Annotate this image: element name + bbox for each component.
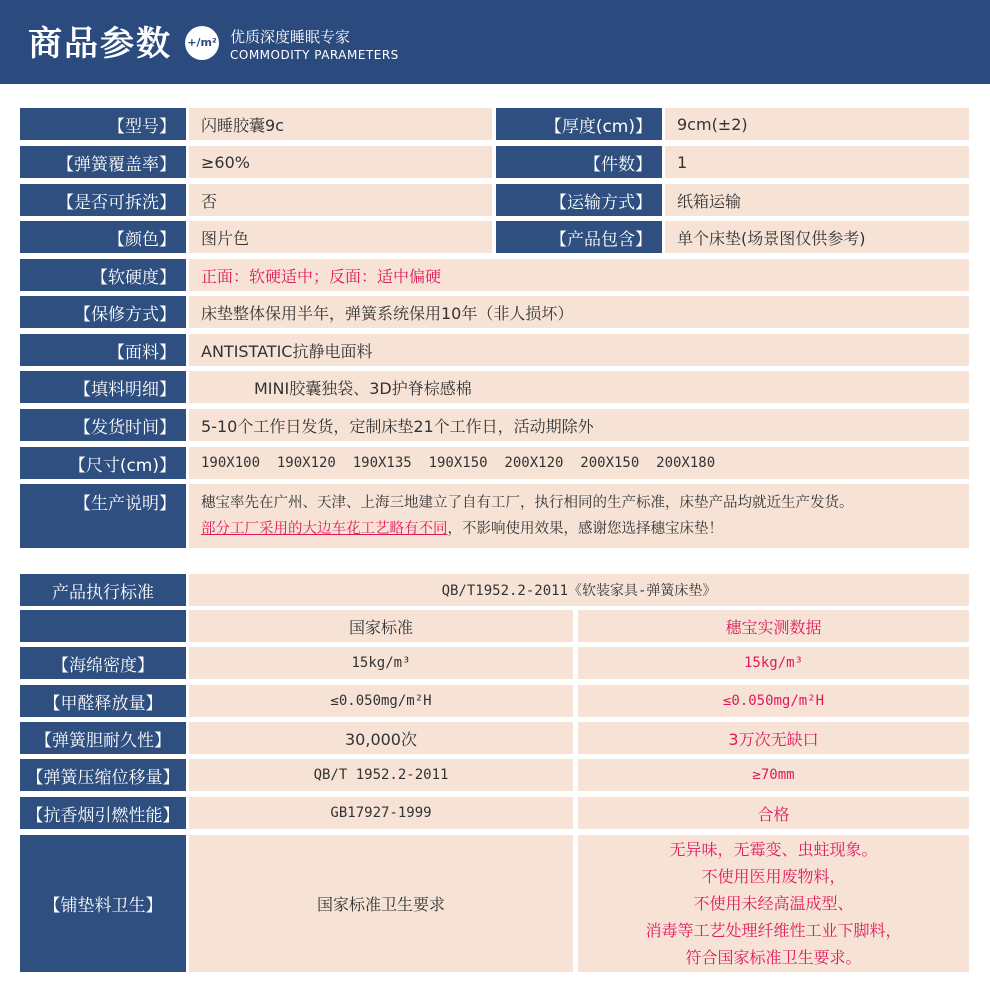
hygiene-national: 国家标准卫生要求 bbox=[189, 835, 573, 972]
filling-value: MINI胶囊独袋、3D护脊棕感棉 bbox=[189, 371, 969, 403]
production-line-2-rest: ，不影响使用效果，感谢您选择穗宝床垫！ bbox=[447, 521, 723, 537]
hygiene-measured bbox=[578, 835, 969, 972]
production-line-2-highlight: 部分工厂采用的大边车花工艺略有不同 bbox=[201, 521, 448, 537]
page-title: 商品参数 bbox=[28, 24, 172, 64]
model-label: 【型号】 bbox=[20, 108, 186, 140]
header-blank-cell bbox=[20, 610, 186, 642]
production-line-1: 穗宝率先在广州、天津、上海三地建立了自有工厂，执行相同的生产标准，床垫产品均就近生产发货。 bbox=[201, 495, 854, 511]
header-subtitle-en: COMMODITY PARAMETERS bbox=[230, 48, 399, 62]
model-value: 闪睡胶囊9c bbox=[189, 108, 492, 140]
hygiene-line: 消毒等工艺处理纤维性工业下脚料， bbox=[645, 921, 902, 940]
hygiene-line: 无异味，无霉变、虫蛀现象。 bbox=[669, 840, 878, 859]
thickness-value: 9cm(±2) bbox=[665, 108, 969, 140]
pieces-value: 1 bbox=[665, 146, 969, 178]
std-row-measured: 15kg/m³ bbox=[578, 647, 969, 679]
filling-label: 【填料明细】 bbox=[20, 371, 186, 403]
std-row-label: 【海绵密度】 bbox=[20, 647, 186, 679]
washable-value: 否 bbox=[189, 184, 492, 216]
thickness-label: 【厚度(cm)】 bbox=[496, 108, 662, 140]
washable-label: 【是否可拆洗】 bbox=[20, 184, 186, 216]
std-row-label: 【甲醛释放量】 bbox=[20, 685, 186, 717]
std-row-label: 【弹簧胆耐久性】 bbox=[20, 722, 186, 754]
production-value bbox=[189, 484, 969, 548]
firmness-label: 【软硬度】 bbox=[20, 259, 186, 291]
color-value: 图片色 bbox=[189, 221, 492, 253]
fabric-value: ANTISTATIC抗静电面料 bbox=[189, 334, 969, 366]
shipping-value: 纸箱运输 bbox=[665, 184, 969, 216]
unit-badge-icon: +/m² bbox=[185, 26, 219, 60]
std-row-measured: 合格 bbox=[578, 797, 969, 829]
production-label: 【生产说明】 bbox=[20, 484, 186, 548]
hygiene-label: 【铺垫料卫生】 bbox=[20, 835, 186, 972]
std-row-label: 【抗香烟引燃性能】 bbox=[20, 797, 186, 829]
col-national-header: 国家标准 bbox=[189, 610, 573, 642]
pieces-label: 【件数】 bbox=[496, 146, 662, 178]
exec-standard-label: 产品执行标准 bbox=[20, 574, 186, 606]
hygiene-line: 符合国家标准卫生要求。 bbox=[685, 948, 862, 967]
hygiene-line: 不使用未经高温成型、 bbox=[693, 894, 854, 913]
firmness-value: 正面：软硬适中；反面：适中偏硬 bbox=[189, 259, 969, 291]
std-row-national: 30,000次 bbox=[189, 722, 573, 754]
std-row-measured: ≥70mm bbox=[578, 759, 969, 791]
color-label: 【颜色】 bbox=[20, 221, 186, 253]
std-row-measured: ≤0.050mg/m²H bbox=[578, 685, 969, 717]
production-line-2 bbox=[201, 516, 723, 542]
exec-standard-value: QB/T1952.2-2011《软装家具-弹簧床垫》 bbox=[189, 574, 969, 606]
std-row-measured: 3万次无缺口 bbox=[578, 722, 969, 754]
shipping-label: 【运输方式】 bbox=[496, 184, 662, 216]
std-row-national: 15kg/m³ bbox=[189, 647, 573, 679]
contents-value: 单个床垫(场景图仅供参考) bbox=[665, 221, 969, 253]
std-row-national: ≤0.050mg/m²H bbox=[189, 685, 573, 717]
delivery-value: 5-10个工作日发货，定制床垫21个工作日，活动期除外 bbox=[189, 409, 969, 441]
hygiene-line: 不使用医用废物料， bbox=[701, 867, 846, 886]
header-subtitle-cn: 优质深度睡眠专家 bbox=[230, 28, 351, 46]
page-header bbox=[0, 0, 990, 84]
warranty-label: 【保修方式】 bbox=[20, 296, 186, 328]
coverage-label: 【弹簧覆盖率】 bbox=[20, 146, 186, 178]
contents-label: 【产品包含】 bbox=[496, 221, 662, 253]
coverage-value: ≥60% bbox=[189, 146, 492, 178]
std-row-label: 【弹簧压缩位移量】 bbox=[20, 759, 186, 791]
warranty-value: 床垫整体保用半年，弹簧系统保用10年（非人损坏） bbox=[189, 296, 969, 328]
fabric-label: 【面料】 bbox=[20, 334, 186, 366]
std-row-national: QB/T 1952.2-2011 bbox=[189, 759, 573, 791]
delivery-label: 【发货时间】 bbox=[20, 409, 186, 441]
col-measured-header: 穗宝实测数据 bbox=[578, 610, 969, 642]
size-label: 【尺寸(cm)】 bbox=[20, 447, 186, 479]
size-value: 190X100 190X120 190X135 190X150 200X120 200X150 200X180 bbox=[189, 447, 969, 479]
std-row-national: GB17927-1999 bbox=[189, 797, 573, 829]
